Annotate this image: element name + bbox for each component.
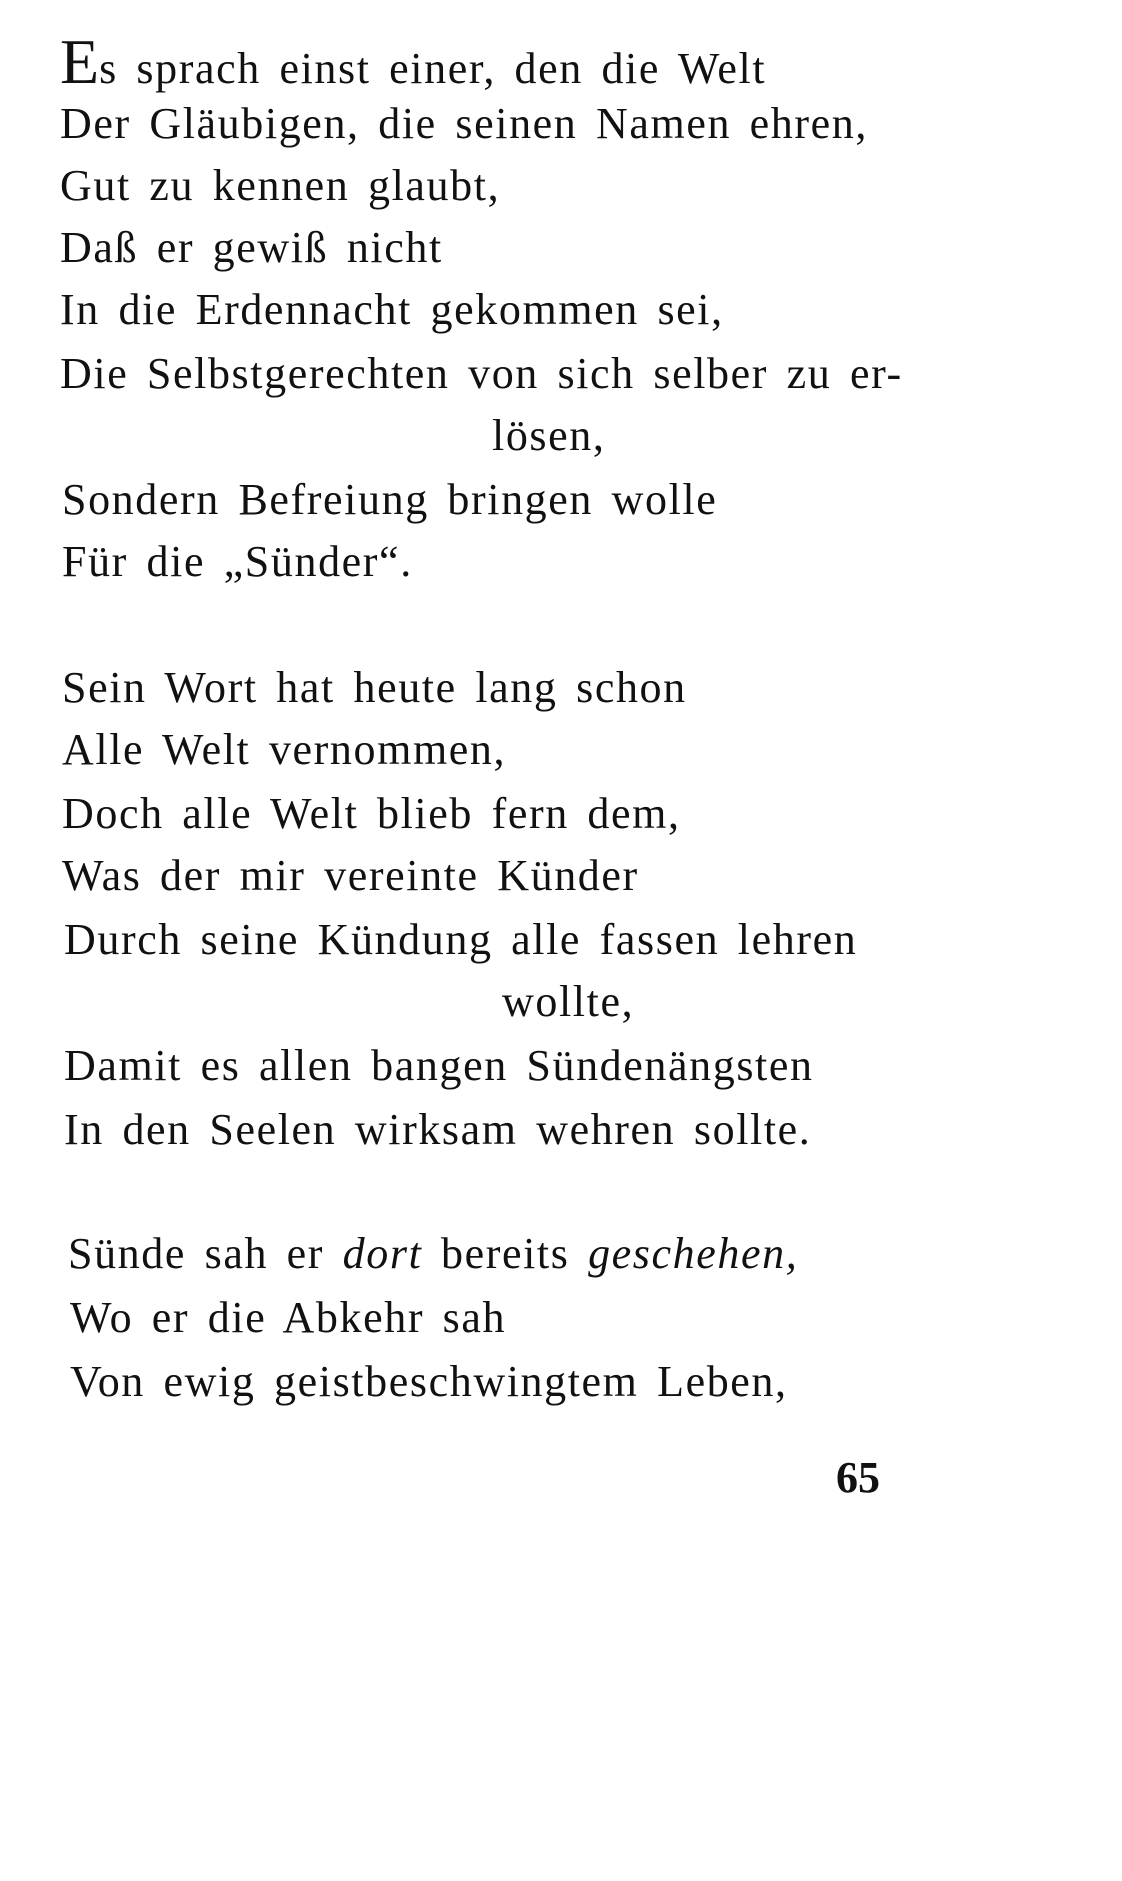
poem-line-continuation: lösen,	[492, 411, 606, 460]
poem-line: Sondern Befreiung bringen wolle	[62, 475, 718, 524]
poem-line: Die Selbstgerechten von sich selber zu er-	[60, 349, 903, 398]
poem-line: Durch seine Kündung alle fassen lehren	[64, 915, 858, 964]
poem-line: Doch alle Welt blieb fern dem,	[62, 789, 681, 838]
poem-line: In den Seelen wirksam wehren sollte.	[64, 1105, 812, 1154]
initial-letter: E	[60, 26, 100, 97]
poem-line: Alle Welt vernommen,	[62, 725, 507, 774]
line-text: s sprach einst einer, den die Welt	[99, 44, 767, 93]
emphasis-text: dort	[342, 1229, 423, 1278]
poem-line: Gut zu kennen glaubt,	[60, 161, 501, 210]
poem-line-continuation: wollte,	[502, 977, 635, 1026]
poem-line: Von ewig geistbeschwingtem Leben,	[70, 1357, 788, 1406]
poem-line: Sein Wort hat heute lang schon	[62, 663, 687, 712]
page-number: 65	[836, 1453, 880, 1502]
poem-line	[60, 26, 767, 97]
poem-line: Der Gläubigen, die seinen Namen ehren,	[60, 99, 868, 148]
poem-line: Wo er die Abkehr sah	[70, 1293, 507, 1342]
line-text: Sünde sah er	[68, 1229, 343, 1278]
poem-line	[68, 1226, 798, 1282]
poem-line: Was der mir vereinte Künder	[62, 851, 639, 900]
poem-line: Für die „Sünder“.	[62, 537, 413, 586]
line-text: bereits	[422, 1229, 589, 1278]
poem-line: In die Erdennacht gekommen sei,	[60, 285, 724, 334]
poem-line: Daß er gewiß nicht	[60, 223, 443, 272]
poem-line: Damit es allen bangen Sündenängsten	[64, 1041, 814, 1090]
emphasis-text: geschehen,	[588, 1229, 799, 1278]
